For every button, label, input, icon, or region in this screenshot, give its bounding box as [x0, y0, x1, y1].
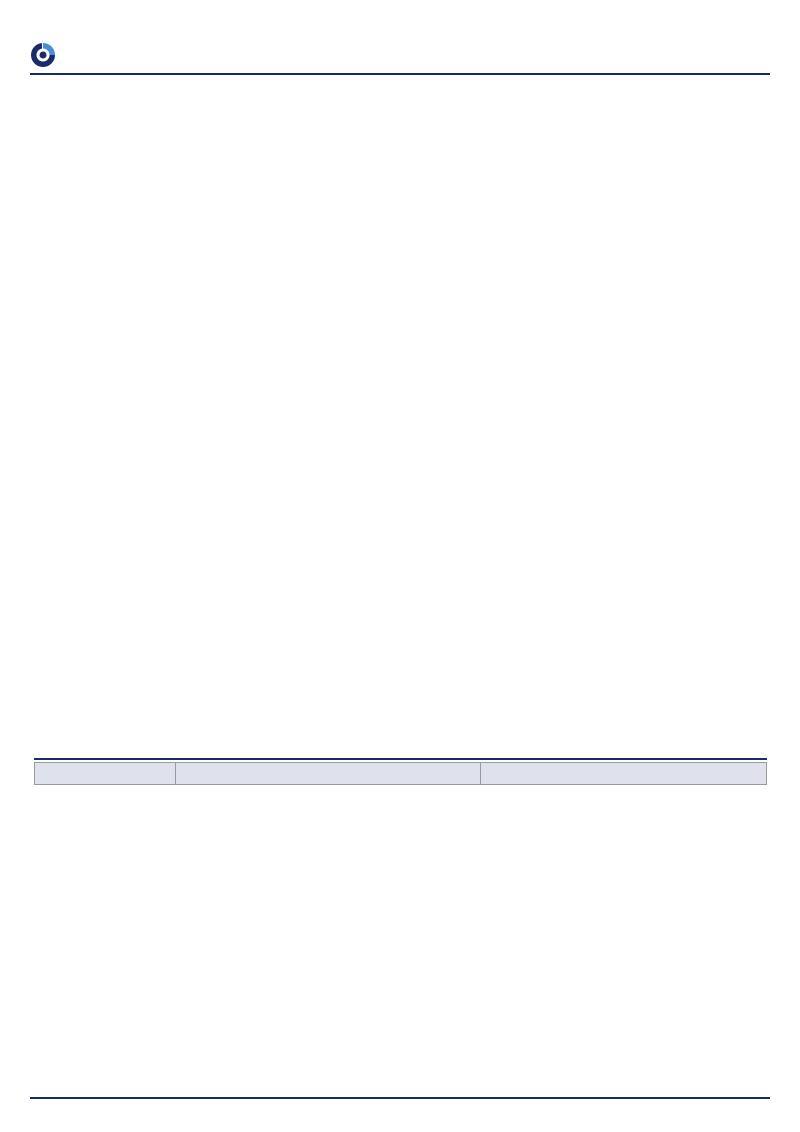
figure-title-divider — [34, 758, 767, 760]
table-header-cell — [35, 763, 176, 785]
table-header-cell — [175, 763, 481, 785]
table-header-row — [35, 763, 767, 785]
header-divider — [30, 73, 770, 75]
table-header-cell — [481, 763, 767, 785]
comparison-table — [34, 762, 767, 785]
footer-divider — [30, 1097, 770, 1099]
sinolink-logo-icon — [30, 42, 56, 68]
